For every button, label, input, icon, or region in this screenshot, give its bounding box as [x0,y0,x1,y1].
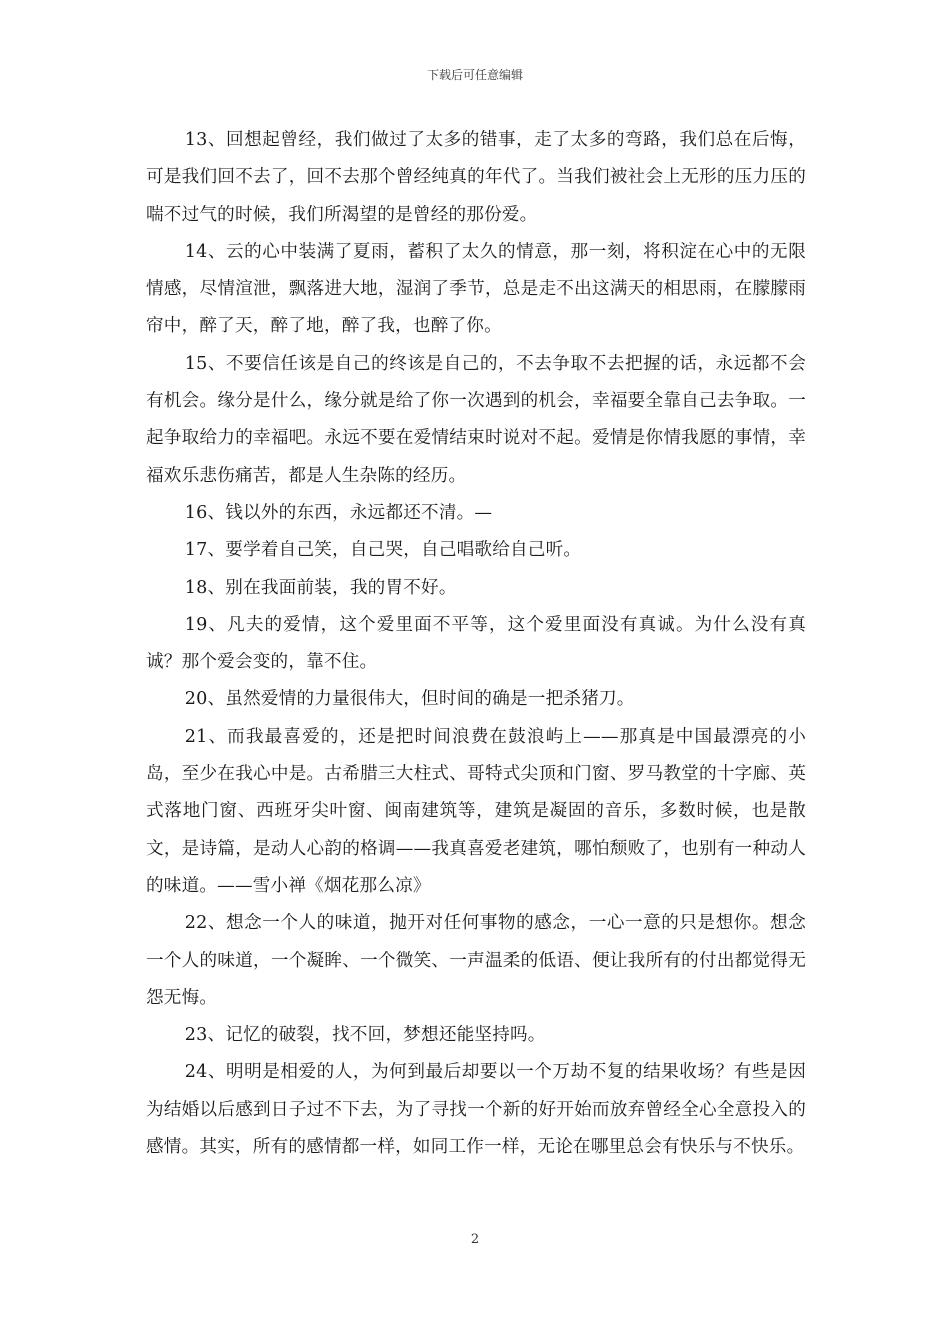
paragraph-13: 13、回想起曾经，我们做过了太多的错事，走了太多的弯路，我们总在后悔，可是我们回不去了，回不去那个曾经纯真的年代了。当我们被社会上无形的压力压的喘不过气的时候，我们所渴望的是曾经的那份爱。 [146,130,806,225]
paragraph-23: 23、记忆的破裂，找不回，梦想还能坚持吗。 [184,1025,546,1046]
paragraph-24: 24、明明是相爱的人，为何到最后却要以一个万劫不复的结果收场？有些是因为结婚以后感到日子过不下去，为了寻找一个新的好开始而放弃曾经全心全意投入的感情。其实，所有的感情都一样，如同工作一样，无论在哪里总会有快乐与不快乐。 [146,1062,806,1158]
paragraph-21: 21、而我最喜爱的，还是把时间浪费在鼓浪屿上——那真是中国最漂亮的小岛，至少在我心中是。古希腊三大柱式、哥特式尖顶和门窗、罗马教堂的十字廊、英式落地门窗、西班牙尖叶窗、闽南建筑等，建筑是凝固的音乐，多数时候，也是散文，是诗篇，是动人心韵的格调——我真喜爱老建筑，哪怕颓败了，也别有一种动人的味道。——雪小禅《烟花那么凉》 [146,726,806,896]
paragraph-19: 19、凡夫的爱情，这个爱里面不平等，这个爱里面没有真诚。为什么没有真诚？那个爱会变的，靠不住。 [146,614,806,673]
page-header: 下载后可任意编辑 [426,68,523,82]
paragraph-22: 22、想念一个人的味道，抛开对任何事物的感念，一心一意的只是想你。想念一个人的味道，一个凝眸、一个微笑、一声温柔的低语、便让我所有的付出都觉得无怨无悔。 [146,913,806,1008]
document-body [146,122,806,1166]
page-number: 2 [470,1232,480,1247]
paragraph-14: 14、云的心中装满了夏雨，蓄积了太久的情意，那一刻，将积淀在心中的无限情感，尽情渲泄，飘落进大地，湿润了季节，总是走不出这满天的相思雨，在朦朦雨帘中，醉了天，醉了地，醉了我，也醉了你。 [146,241,806,337]
paragraph-18: 18、别在我面前装，我的胃不好。 [184,577,457,598]
paragraph-20: 20、虽然爱情的力量很伟大，但时间的确是一把杀猪刀。 [184,689,635,710]
paragraph-16: 16、钱以外的东西，永远都还不清。— [184,502,493,523]
paragraph-15: 15、不要信任该是自己的终该是自己的，不去争取不去把握的话，永远都不会有机会。缘分是什么，缘分就是给了你一次遇到的机会，幸福要全靠自己去争取。一起争取给力的幸福吧。永远不要在爱情结束时说对不起。爱情是你情我愿的事情，幸福欢乐悲伤痛苦，都是人生杂陈的经历。 [146,353,806,486]
paragraph-17: 17、要学着自己笑，自己哭，自己唱歌给自己听。 [184,540,582,561]
